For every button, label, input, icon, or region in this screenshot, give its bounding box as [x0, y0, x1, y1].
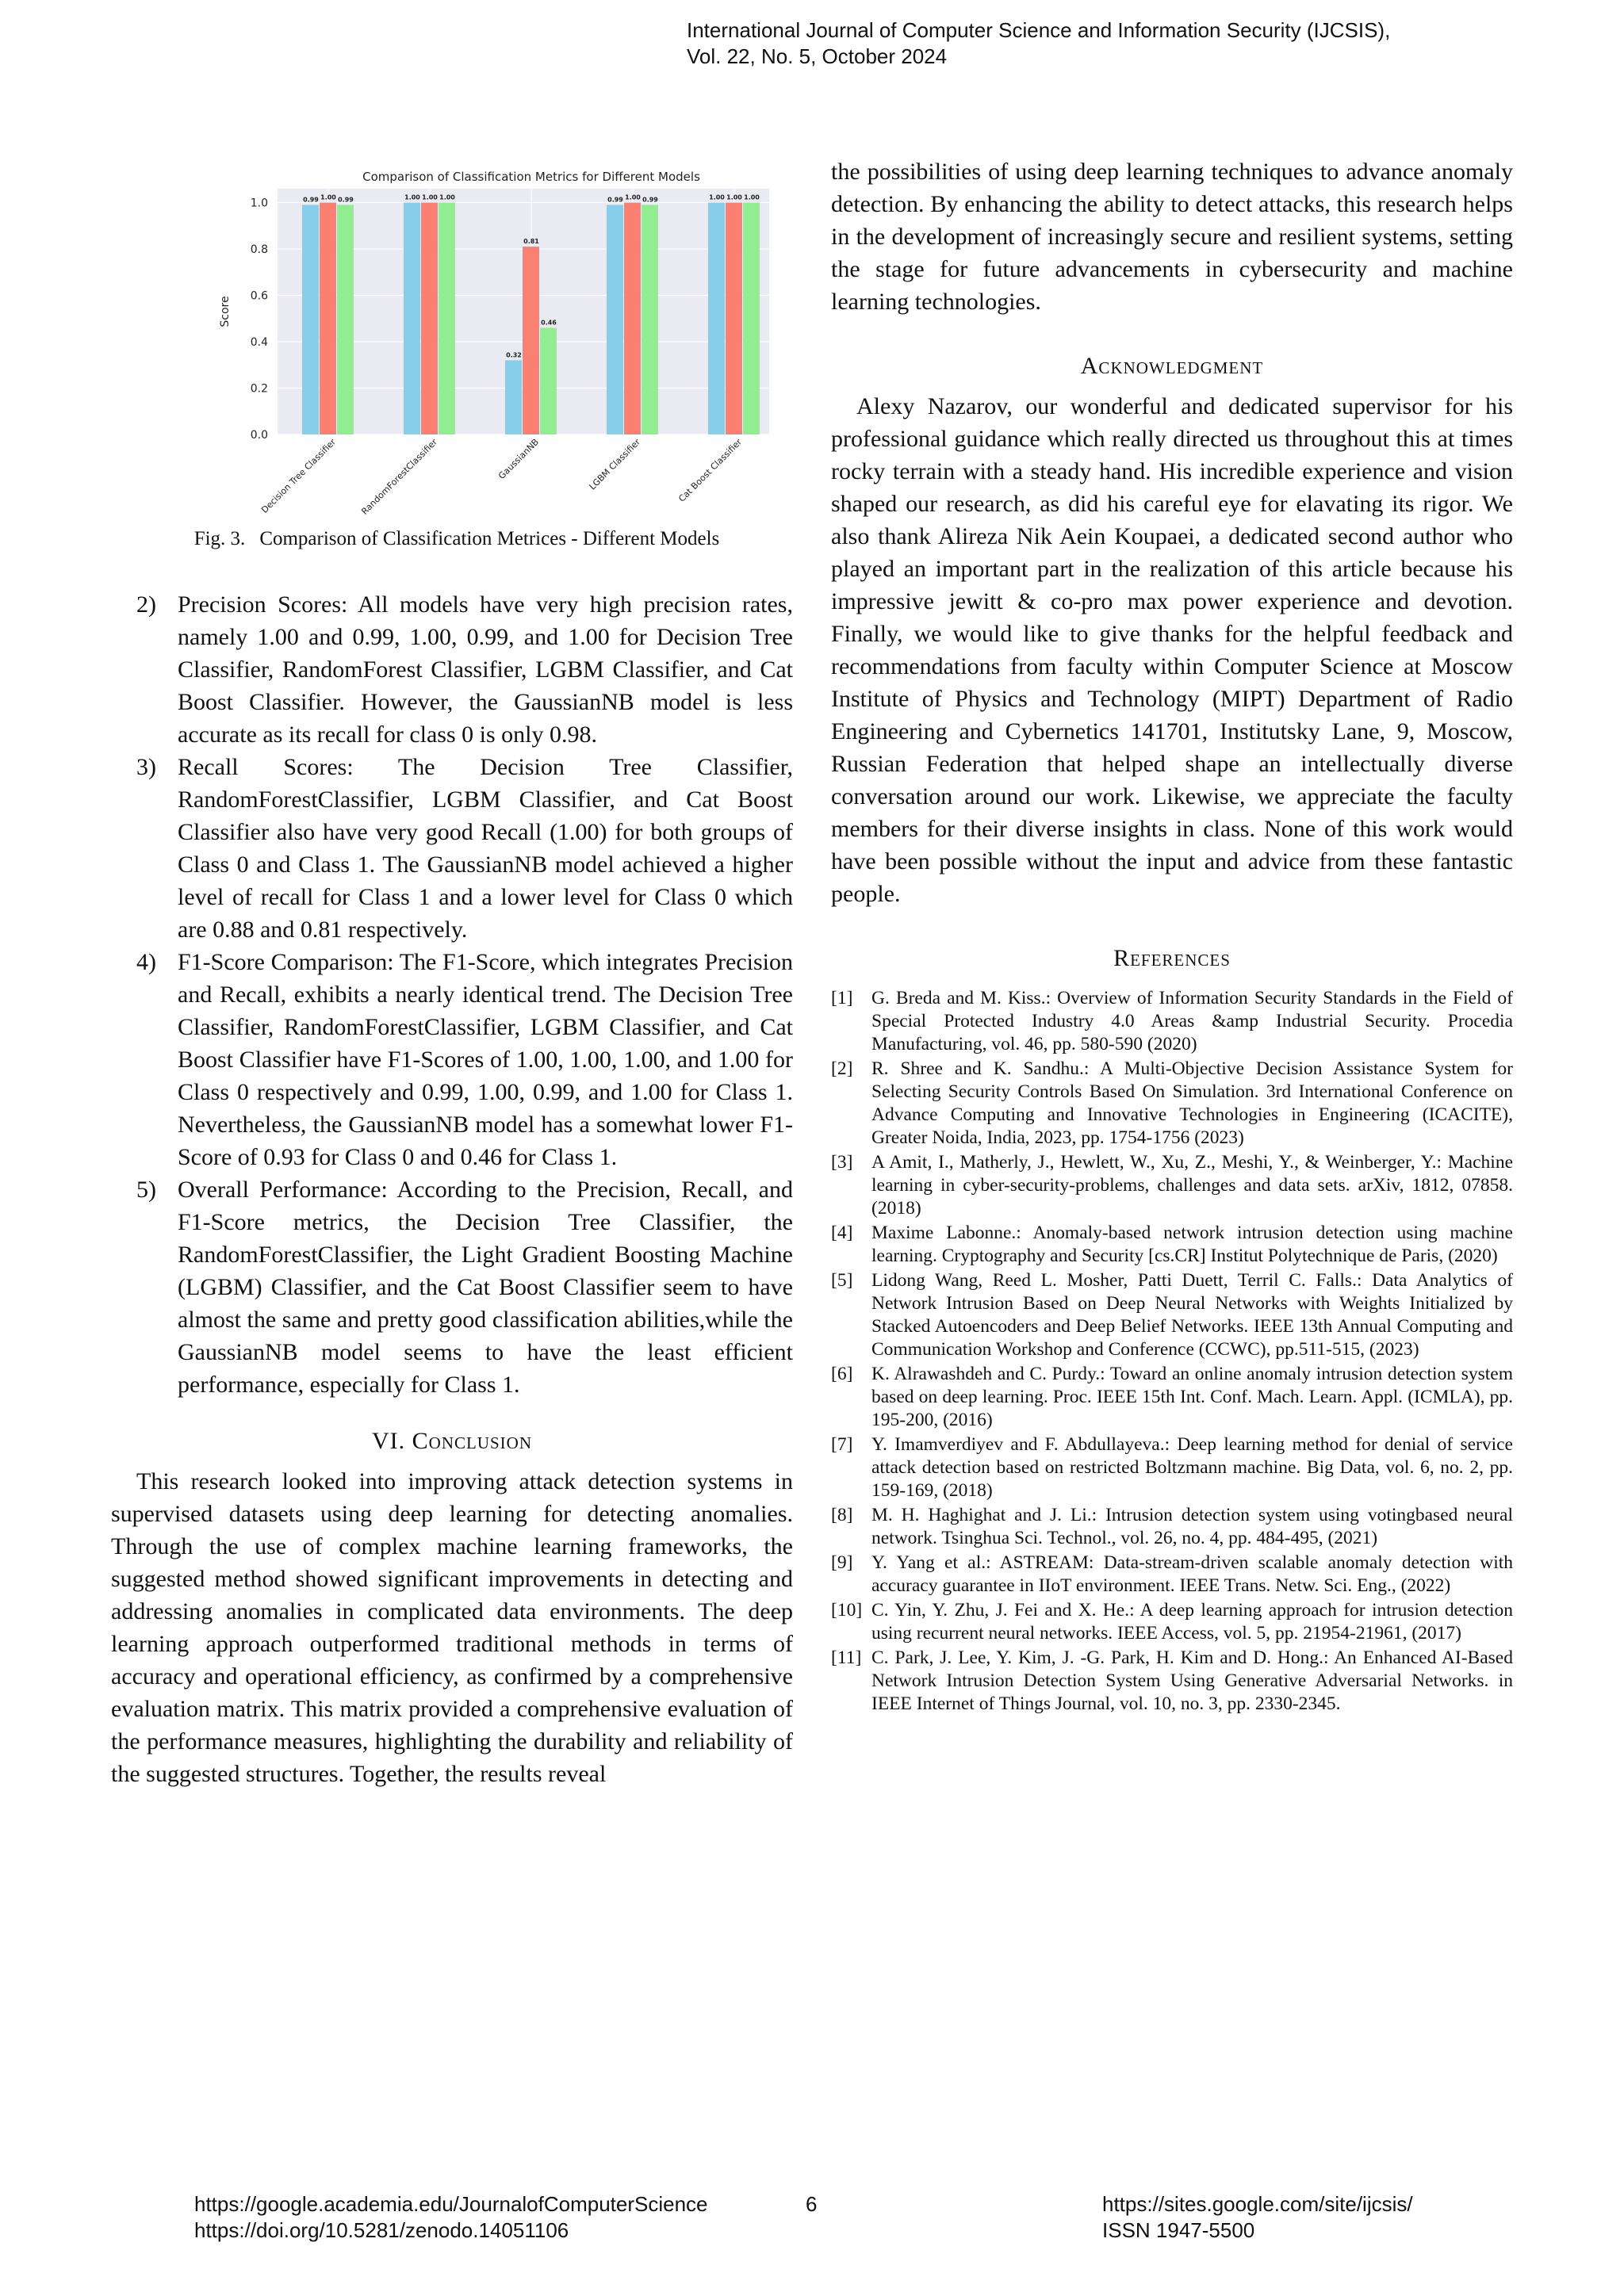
bar-recall: [624, 203, 641, 434]
figure-3: [111, 155, 793, 526]
bar-data-label: 0.81: [523, 238, 539, 246]
reference-item: [831, 1363, 1513, 1432]
section-title: Conclusion: [412, 1428, 532, 1454]
reference-text: C. Yin, Y. Zhu, J. Fei and X. He.: A deep learning approach for intrusion detection using recurrent neural networks. IEEE Access, vol. 5, pp. 21954-21961, (2017): [871, 1600, 1513, 1644]
bar-recall: [726, 203, 742, 434]
right-column: [831, 155, 1513, 1717]
y-tick-label: 0.2: [250, 382, 268, 396]
bar-f1-score: [337, 205, 354, 434]
reference-number: [4]: [831, 1223, 853, 1243]
list-item-number: 2): [136, 591, 156, 618]
metrics-bar-chart: [143, 165, 769, 526]
y-axis-label: Score: [219, 296, 232, 327]
reference-item: [831, 1504, 1513, 1550]
reference-number: [2]: [831, 1058, 853, 1079]
y-tick-label: 0.4: [250, 336, 268, 350]
reference-text: M. H. Haghighat and J. Li.: Intrusion detection system using votingbased neural network. Tsinghua Sci. Technol., vol. 26, no. 4, pp. 484-495, (2021): [871, 1505, 1513, 1548]
list-item: [111, 588, 793, 751]
bar-data-label: 0.46: [541, 319, 557, 327]
bar-data-label: 1.00: [709, 193, 725, 201]
bar-precision: [404, 203, 420, 434]
reference-item: [831, 1647, 1513, 1716]
x-tick-label: GaussianNB: [496, 436, 542, 481]
bar-precision: [302, 205, 319, 434]
list-item-text: Precision Scores: All models have very high precision rates, namely 1.00 and 0.99, 1.00, 0.99, and 1.00 for Decision Tree Classifier, RandomForest Classifier, LGBM Classifier, and Cat Boost Classifier. However, the GaussianNB model is less accurate as its recall for class 0 is only 0.98.: [178, 591, 793, 748]
list-item: [111, 946, 793, 1173]
bar-data-label: 1.00: [320, 193, 336, 201]
references-heading: References: [1113, 945, 1231, 971]
acknowledgment-paragraph: Alexy Nazarov, our wonderful and dedicated supervisor for his professional guidance which really directed us throughout this at times rocky terrain with a steady hand. His incredible experience and vision shaped our research, as did his careful eye for elavating its rigor. We also thank Alireza Nik Aein Koupaei, a dedicated second author who played an important part in the realization of this article because his impressive jewitt & co-pro max power experience and devotion. Finally, we would like to give thanks for the helpful feedback and recommendations from faculty within Computer Science at Moscow Institute of Physics and Technology (MIPT) Department of Radio Engineering and Cybernetics 141701, Institutsky Lane, 9, Moscow, Russian Federation that helped shape an intellectually diverse conversation around our work. Likewise, we appreciate the faculty members for their diverse insights in class. None of this work would have been possible without the input and advice from these fantastic people.: [831, 393, 1513, 907]
reference-number: [7]: [831, 1434, 853, 1455]
bar-recall: [523, 247, 539, 434]
footer-site-link[interactable]: https://sites.google.com/site/ijcsis/: [1102, 2192, 1413, 2216]
list-item-number: 3): [136, 754, 156, 780]
footer-issn: ISSN 1947-5500: [1102, 2218, 1255, 2242]
reference-text: K. Alrawashdeh and C. Purdy.: Toward an online anomaly intrusion detection system based on deep learning. Proc. IEEE 15th Int. Conf. Mach. Learn. Appl. (ICMLA), pp. 195-200, (2016): [871, 1364, 1513, 1430]
y-tick-label: 0.6: [250, 289, 268, 303]
x-tick-label: LGBM Classifier: [587, 436, 643, 492]
reference-number: [5]: [831, 1270, 853, 1291]
bar-data-label: 1.00: [744, 193, 760, 201]
bar-data-label: 0.99: [607, 196, 623, 204]
list-item-text: Recall Scores: The Decision Tree Classifier, RandomForestClassifier, LGBM Classifier, and Cat Boost Classifier also have very good Recall (1.00) for both groups of Class 0 and Class 1. The GaussianNB model achieved a higher level of recall for Class 1 and a lower level for Class 0 which are 0.88 and 0.81 respectively.: [178, 754, 793, 943]
bar-f1-score: [743, 203, 760, 434]
footer-left: [194, 2191, 708, 2244]
footer-right: [1102, 2191, 1413, 2244]
reference-text: Y. Imamverdiyev and F. Abdullayeva.: Deep learning method for denial of service attack detection based on restricted Boltzmann machine. Big Data, vol. 6, no. 2, pp. 159-169, (2018): [871, 1434, 1513, 1501]
list-item: [111, 1173, 793, 1401]
reference-text: C. Park, J. Lee, Y. Kim, J. -G. Park, H. Kim and D. Hong.: An Enhanced AI-Based Network Intrusion Detection System Using Generative Adversarial Networks. in IEEE Internet of Things Journal, vol. 10, no. 3, pp. 2330-2345.: [871, 1647, 1513, 1714]
conclusion-continuation: the possibilities of using deep learning techniques to advance anomaly detection. By enhancing the ability to detect attacks, this research helps in the development of increasingly secure and resilient systems, setting the stage for future advancements in cybersecurity and machine learning technologies.: [831, 159, 1513, 315]
bar-precision: [708, 203, 725, 434]
footer-doi-link[interactable]: https://doi.org/10.5281/zenodo.14051106: [194, 2218, 569, 2242]
reference-item: [831, 1552, 1513, 1598]
results-list: [111, 588, 793, 1401]
x-tick-label: RandomForestClassifier: [359, 436, 440, 517]
conclusion-heading: [111, 1425, 793, 1457]
bar-data-label: 1.00: [625, 193, 641, 201]
reference-item: [831, 1599, 1513, 1645]
bar-f1-score: [540, 327, 557, 434]
journal-title: International Journal of Computer Science and Information Security (IJCSIS),: [687, 18, 1391, 42]
footer-academia-link[interactable]: https://google.academia.edu/JournalofComputerScience: [194, 2192, 708, 2216]
figure-caption: [111, 526, 793, 552]
reference-item: [831, 1151, 1513, 1220]
bar-precision: [607, 205, 623, 434]
reference-item: [831, 1222, 1513, 1268]
figure-label: Fig. 3.: [193, 528, 246, 549]
reference-item: [831, 1269, 1513, 1361]
bar-data-label: 1.00: [422, 193, 438, 201]
reference-number: [3]: [831, 1152, 853, 1173]
reference-text: Y. Yang et al.: ASTREAM: Data-stream-driven scalable anomaly detection with accuracy guarantee in IIoT environment. IEEE Trans. Netw. Sci. Eng., (2022): [871, 1552, 1513, 1596]
bar-precision: [505, 360, 522, 434]
reference-text: R. Shree and K. Sandhu.: A Multi-Objective Decision Assistance System for Selecting Security Controls Based On Simulation. 3rd International Conference on Advance Computing and Innovative Technologies in Engineering (ICACITE), Greater Noida, India, 2023, pp. 1754-1756 (2023): [871, 1058, 1513, 1148]
reference-text: A Amit, I., Matherly, J., Hewlett, W., Xu, Z., Meshi, Y., & Weinberger, Y.: Machine learning in cyber-security-problems, challenges and data sets. arXiv, 1812, 07858. (2018): [871, 1152, 1513, 1219]
bar-data-label: 1.00: [404, 193, 420, 201]
reference-text: Lidong Wang, Reed L. Mosher, Patti Duett, Terril C. Falls.: Data Analytics of Network Intrusion Based on Deep Neural Networks with Weights Initialized by Stacked Autoencoders and Deep Belief Networks. IEEE 13th Annual Computing and Communication Workshop and Conference (CCWC), pp.511-515, (2023): [871, 1270, 1513, 1360]
reference-item: [831, 1058, 1513, 1150]
bar-data-label: 0.99: [338, 196, 354, 204]
reference-number: [9]: [831, 1552, 853, 1573]
reference-number: [11]: [831, 1647, 862, 1668]
reference-list: [831, 987, 1513, 1716]
list-item-number: 4): [136, 949, 156, 975]
bar-data-label: 0.99: [303, 196, 319, 204]
section-number: VI.: [371, 1428, 406, 1454]
figure-caption-text: Comparison of Classification Metrices - Different Models: [259, 528, 720, 549]
x-tick-label: Decision Tree Classifier: [259, 436, 339, 515]
y-tick-label: 1.0: [250, 197, 268, 210]
page-number: 6: [806, 2192, 818, 2216]
reference-number: [10]: [831, 1600, 863, 1621]
reference-text: G. Breda and M. Kiss.: Overview of Information Security Standards in the Field of Special Protected Industry 4.0 Areas &amp Industrial Security. Procedia Manufacturing, vol. 46, pp. 580-590 (2020): [871, 988, 1513, 1054]
list-item-text: F1-Score Comparison: The F1-Score, which integrates Precision and Recall, exhibits a nearly identical trend. The Decision Tree Classifier, RandomForestClassifier, LGBM Classifier, and Cat Boost Classifier have F1-Scores of 1.00, 1.00, 1.00, and 1.00 for Class 0 respectively and 0.99, 1.00, 0.99, and 1.00 for Class 1. Nevertheless, the GaussianNB model has a somewhat lower F1-Score of 0.93 for Class 0 and 0.46 for Class 1.: [178, 949, 793, 1170]
y-tick-label: 0.8: [250, 243, 268, 257]
reference-item: [831, 1433, 1513, 1502]
chart-title: Comparison of Classification Metrics for Different Models: [362, 170, 700, 184]
list-item-text: Overall Performance: According to the Precision, Recall, and F1-Score metrics, the Decision Tree Classifier, the RandomForestClassifier, the Light Gradient Boosting Machine (LGBM) Classifier, and the Cat Boost Classifier seem to have almost the same and pretty good classification abilities,while the GaussianNB model seems to have the least efficient performance, especially for Class 1.: [178, 1177, 793, 1398]
left-column: [111, 155, 793, 1790]
bar-recall: [421, 203, 438, 434]
list-item: [111, 751, 793, 946]
reference-number: [8]: [831, 1505, 853, 1525]
journal-volume: Vol. 22, No. 5, October 2024: [687, 44, 948, 68]
bar-data-label: 1.00: [439, 193, 455, 201]
bar-recall: [320, 203, 336, 434]
list-item-number: 5): [136, 1177, 156, 1203]
bar-data-label: 0.99: [642, 196, 658, 204]
bar-f1-score: [642, 205, 658, 434]
conclusion-paragraph: This research looked into improving attack detection systems in supervised datasets using deep learning for detecting anomalies. Through the use of complex machine learning frameworks, the suggested method showed significant improvements in detecting and addressing anomalies in complicated data environments. The deep learning approach outperformed traditional methods in terms of accuracy and operational efficiency, as confirmed by a comprehensive evaluation matrix. This matrix provided a comprehensive evaluation of the performance measures, highlighting the durability and reliability of the suggested structures. Together, the results reveal: [111, 1468, 793, 1787]
bar-f1-score: [439, 203, 455, 434]
bar-data-label: 1.00: [726, 193, 742, 201]
acknowledgment-heading: Acknowledgment: [1080, 353, 1264, 379]
journal-header: [687, 17, 1559, 70]
x-tick-label: Cat Boost Classifier: [676, 436, 745, 504]
reference-text: Maxime Labonne.: Anomaly-based network intrusion detection using machine learning. Cryptography and Security [cs.CR] Institut Polytechnique de Paris, (2020): [871, 1223, 1513, 1266]
reference-item: [831, 987, 1513, 1056]
bar-data-label: 0.32: [506, 351, 522, 359]
reference-number: [6]: [831, 1364, 853, 1384]
y-tick-label: 0.0: [250, 429, 268, 442]
reference-number: [1]: [831, 988, 853, 1008]
